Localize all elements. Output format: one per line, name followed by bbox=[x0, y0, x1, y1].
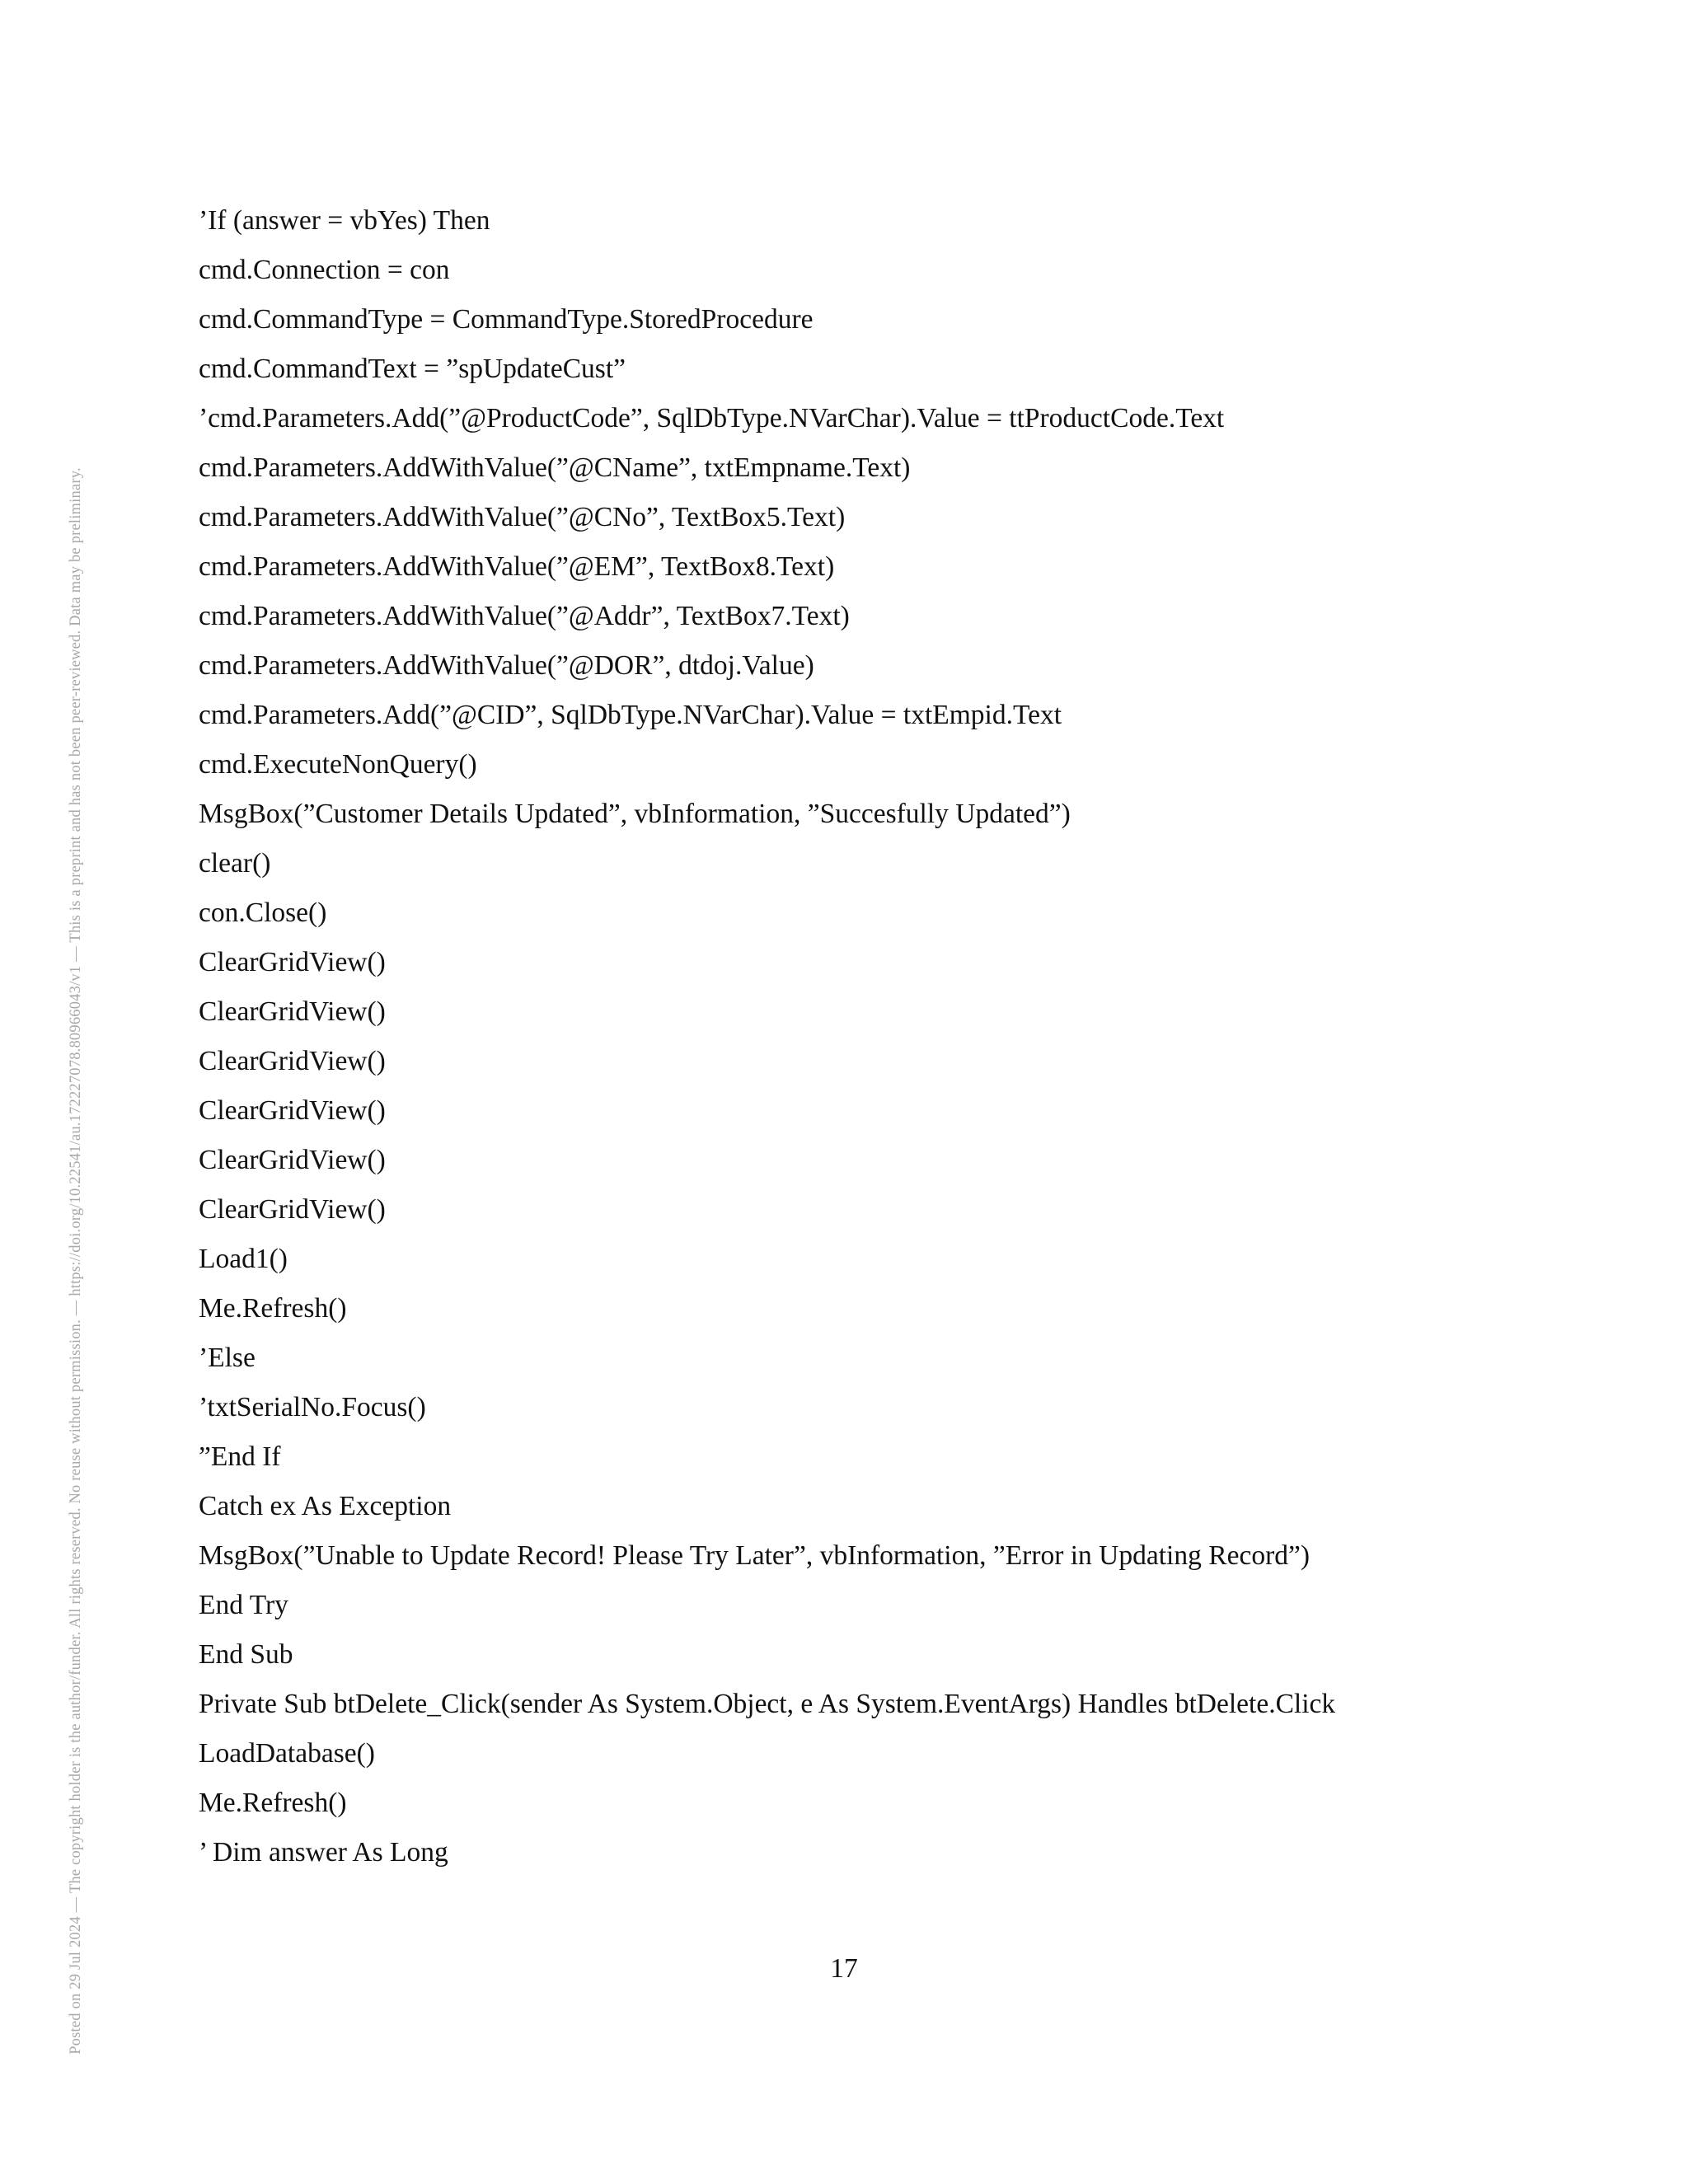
page-number: 17 bbox=[830, 1953, 858, 1984]
code-line: ClearGridView() bbox=[199, 947, 386, 977]
code-listing bbox=[199, 196, 1517, 1877]
code-line: ClearGridView() bbox=[199, 1194, 386, 1225]
code-line: Me.Refresh() bbox=[199, 1788, 347, 1818]
code-line: con.Close() bbox=[199, 898, 327, 928]
code-line: Load1() bbox=[199, 1244, 288, 1274]
code-line: Private Sub btDelete_Click(sender As System.Object, e As System.EventArgs) Handles btDelete.Click bbox=[199, 1689, 1336, 1719]
code-line: ClearGridView() bbox=[199, 1145, 386, 1175]
code-line: cmd.Parameters.AddWithValue(”@EM”, TextBox8.Text) bbox=[199, 551, 835, 582]
code-line: ClearGridView() bbox=[199, 1095, 386, 1126]
code-line: LoadDatabase() bbox=[199, 1738, 375, 1769]
code-line: cmd.Parameters.AddWithValue(”@CNo”, TextBox5.Text) bbox=[199, 502, 846, 532]
code-line: cmd.Parameters.AddWithValue(”@DOR”, dtdoj.Value) bbox=[199, 650, 814, 681]
code-line: cmd.Parameters.AddWithValue(”@CName”, txtEmpname.Text) bbox=[199, 452, 911, 483]
code-line: Me.Refresh() bbox=[199, 1293, 347, 1324]
code-line: ’Else bbox=[199, 1343, 256, 1373]
preprint-watermark: Posted on 29 Jul 2024 — The copyright holder is the author/funder. All rights reserved. No reuse without permission. — https://doi.org/10.22541/au.172227078.80966043/v1 — This is a preprint and has not been peer-reviewed. Data may be preliminary. bbox=[68, 467, 84, 2055]
code-line: cmd.CommandType = CommandType.StoredProcedure bbox=[199, 304, 814, 335]
code-line: MsgBox(”Customer Details Updated”, vbInformation, ”Succesfully Updated”) bbox=[199, 799, 1071, 829]
code-line: ’ Dim answer As Long bbox=[199, 1837, 448, 1868]
code-line: cmd.CommandText = ”spUpdateCust” bbox=[199, 354, 626, 384]
code-line: ’cmd.Parameters.Add(”@ProductCode”, SqlDbType.NVarChar).Value = ttProductCode.Text bbox=[199, 403, 1225, 434]
code-line: ”End If bbox=[199, 1441, 281, 1472]
code-line: ClearGridView() bbox=[199, 1046, 386, 1076]
code-line: ’txtSerialNo.Focus() bbox=[199, 1392, 426, 1422]
code-line: cmd.ExecuteNonQuery() bbox=[199, 749, 477, 780]
code-line: ClearGridView() bbox=[199, 996, 386, 1027]
code-line: cmd.Connection = con bbox=[199, 255, 450, 285]
code-line: ’If (answer = vbYes) Then bbox=[199, 205, 490, 236]
code-line: End Try bbox=[199, 1590, 288, 1620]
code-line: clear() bbox=[199, 848, 271, 879]
code-line: cmd.Parameters.Add(”@CID”, SqlDbType.NVarChar).Value = txtEmpid.Text bbox=[199, 700, 1062, 730]
code-line: cmd.Parameters.AddWithValue(”@Addr”, TextBox7.Text) bbox=[199, 601, 850, 631]
code-line: End Sub bbox=[199, 1639, 293, 1670]
code-line: Catch ex As Exception bbox=[199, 1491, 452, 1521]
code-line: MsgBox(”Unable to Update Record! Please Try Later”, vbInformation, ”Error in Updating Record”) bbox=[199, 1540, 1310, 1571]
